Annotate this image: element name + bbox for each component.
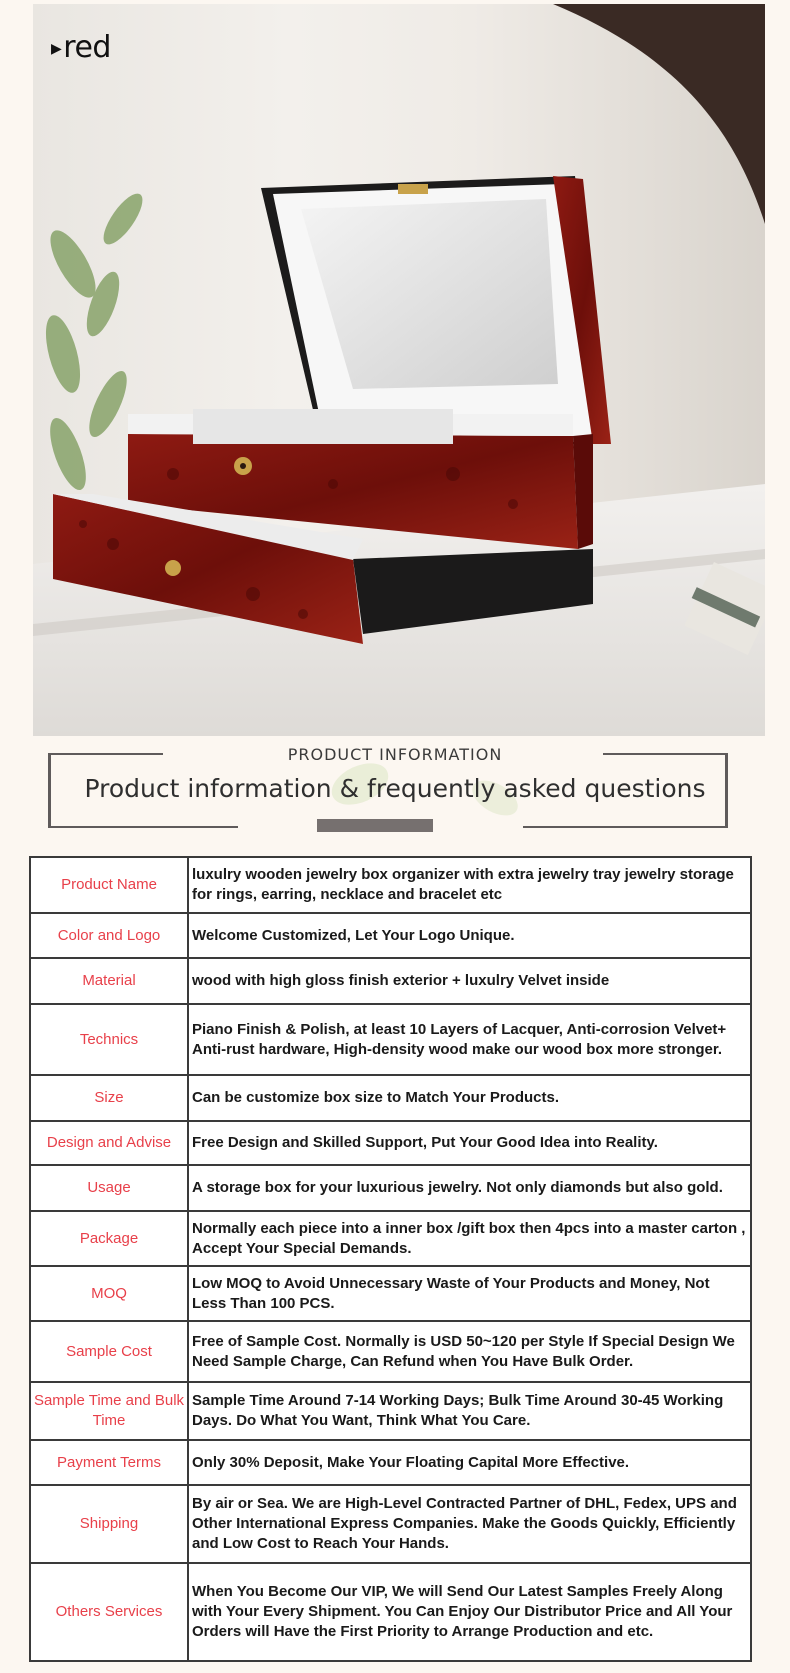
row-label: Technics — [30, 1004, 188, 1075]
row-label: Payment Terms — [30, 1440, 188, 1485]
table-row — [30, 1165, 751, 1211]
product-info-header — [0, 736, 790, 836]
row-label: Others Services — [30, 1563, 188, 1661]
row-value: Sample Time Around 7-14 Working Days; Bulk Time Around 30-45 Working Days. Do What You Want, Think What You Care. — [188, 1382, 751, 1440]
row-label: Material — [30, 958, 188, 1004]
triangle-icon: ▶ — [51, 40, 62, 57]
product-photo — [33, 4, 765, 736]
row-label: Shipping — [30, 1485, 188, 1563]
table-row — [30, 857, 751, 913]
table-row — [30, 1563, 751, 1661]
row-value: wood with high gloss finish exterior + luxulry Velvet inside — [188, 958, 751, 1004]
section-title: Product information & frequently asked questions — [84, 774, 706, 803]
row-label: Color and Logo — [30, 913, 188, 958]
table-row — [30, 1382, 751, 1440]
row-value: Free of Sample Cost. Normally is USD 50~120 per Style If Special Design We Need Sample Charge, Can Refund when You Have Bulk Order. — [188, 1321, 751, 1382]
row-value: When You Become Our VIP, We will Send Our Latest Samples Freely Along with Your Every Shipment. You Can Enjoy Our Distributor Price and All Your Orders will Have the First Priority to Arrange Production and etc. — [188, 1563, 751, 1661]
table-row — [30, 1075, 751, 1121]
row-label: Sample Time and Bulk Time — [30, 1382, 188, 1440]
table-row — [30, 1485, 751, 1563]
section-kicker: PRODUCT INFORMATION — [287, 745, 503, 764]
table-row — [30, 1004, 751, 1075]
color-label — [51, 30, 111, 65]
row-value: By air or Sea. We are High-Level Contracted Partner of DHL, Fedex, UPS and Other International Express Companies. Make the Goods Quickly, Efficiently and Low Cost to Reach Your Hands. — [188, 1485, 751, 1563]
color-label-text: red — [63, 30, 111, 65]
table-row — [30, 1321, 751, 1382]
title-underline-bar — [317, 819, 433, 832]
row-label: Sample Cost — [30, 1321, 188, 1382]
spec-table — [29, 856, 752, 1662]
table-row — [30, 1440, 751, 1485]
frame-line — [523, 826, 728, 828]
row-value: Piano Finish & Polish, at least 10 Layers of Lacquer, Anti-corrosion Velvet+ Anti-rust hardware, High-density wood make our wood box more stronger. — [188, 1004, 751, 1075]
table-row — [30, 958, 751, 1004]
jewelry-box-illustration — [33, 4, 765, 736]
row-value: Low MOQ to Avoid Unnecessary Waste of Your Products and Money, Not Less Than 100 PCS. — [188, 1266, 751, 1321]
row-label: Usage — [30, 1165, 188, 1211]
row-value: Normally each piece into a inner box /gift box then 4pcs into a master carton , Accept Your Special Demands. — [188, 1211, 751, 1266]
table-row — [30, 1266, 751, 1321]
row-value: luxulry wooden jewelry box organizer with extra jewelry tray jewelry storage for rings, earring, necklace and bracelet etc — [188, 857, 751, 913]
frame-line — [48, 826, 238, 828]
row-label: Product Name — [30, 857, 188, 913]
table-row — [30, 1211, 751, 1266]
row-label: Package — [30, 1211, 188, 1266]
row-label: MOQ — [30, 1266, 188, 1321]
row-value: Only 30% Deposit, Make Your Floating Capital More Effective. — [188, 1440, 751, 1485]
table-row — [30, 913, 751, 958]
table-row — [30, 1121, 751, 1165]
row-label: Design and Advise — [30, 1121, 188, 1165]
row-value: Welcome Customized, Let Your Logo Unique. — [188, 913, 751, 958]
row-value: Free Design and Skilled Support, Put Your Good Idea into Reality. — [188, 1121, 751, 1165]
row-label: Size — [30, 1075, 188, 1121]
row-value: A storage box for your luxurious jewelry. Not only diamonds but also gold. — [188, 1165, 751, 1211]
row-value: Can be customize box size to Match Your Products. — [188, 1075, 751, 1121]
